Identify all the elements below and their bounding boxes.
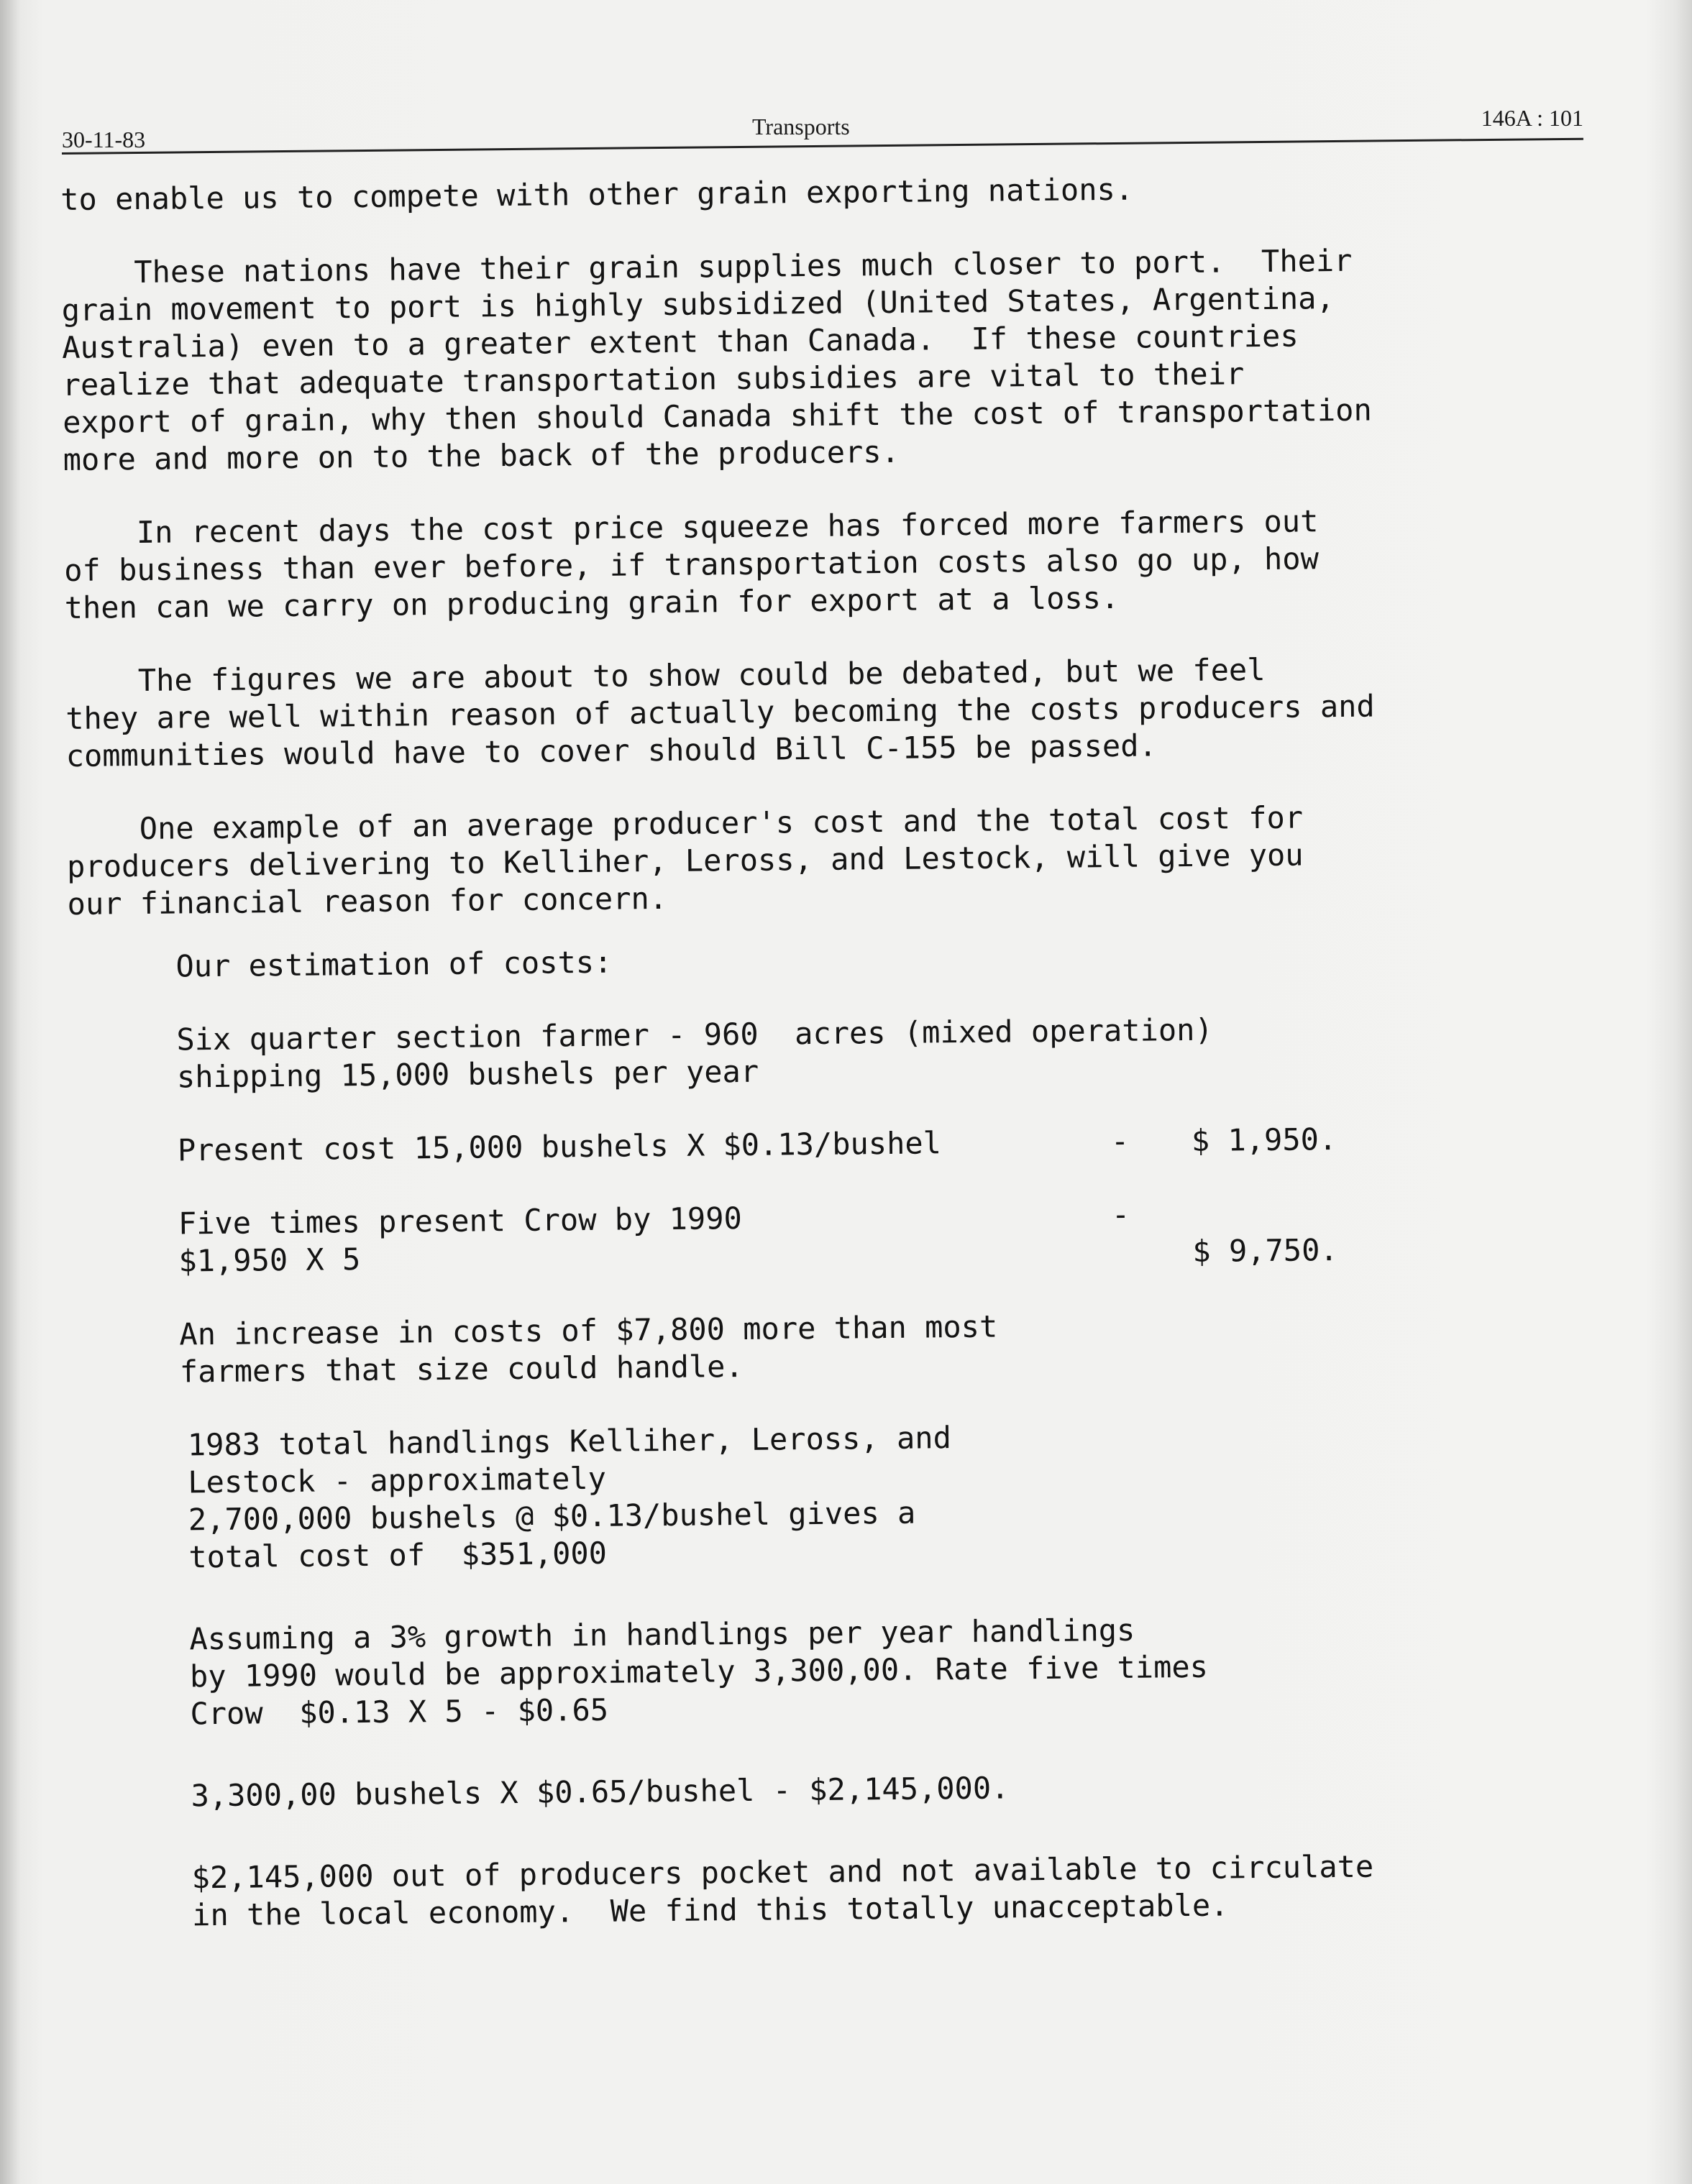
estimation-heading: Our estimation of costs: xyxy=(175,944,613,984)
text-line: then can we carry on producing grain for export at a loss. xyxy=(64,579,1120,625)
text-line: total cost of $351,000 xyxy=(188,1535,608,1575)
five-times-line2: $1,950 X 5 xyxy=(178,1242,361,1279)
text-line: our financial reason for concern. xyxy=(67,880,668,922)
text-line: 2,700,000 bushels @ $0.13/bushel gives a xyxy=(188,1495,916,1538)
five-times-amount: $ 9,750. xyxy=(1192,1232,1338,1269)
text-line: These nations have their grain supplies much closer to port. Their xyxy=(60,242,1353,290)
text-line: farmers that size could handle. xyxy=(179,1348,744,1390)
paragraph-competition xyxy=(61,240,1559,479)
paragraph-figures xyxy=(65,648,1561,775)
text-line: $2,145,000 out of producers pocket and not available to circulate xyxy=(191,1848,1374,1896)
lead-line: to enable us to compete with other grain exporting nations. xyxy=(60,171,1134,217)
document-body xyxy=(60,167,1573,1935)
increase-paragraph xyxy=(71,1303,1568,1392)
header-date: 30-11-83 xyxy=(62,127,146,152)
text-line: producers delivering to Kelliher, Leross, and Lestock, will give you xyxy=(66,837,1304,884)
text-line: shipping 15,000 bushels per year xyxy=(176,1053,759,1095)
text-line: An increase in costs of $7,800 more than most xyxy=(179,1308,998,1352)
text-line: in the local economy. We find this totally unacceptable. xyxy=(191,1887,1229,1933)
header-title: Transports xyxy=(752,114,850,139)
text-line: One example of an average producer's cost and the total cost for xyxy=(66,799,1304,847)
handlings-1983-paragraph xyxy=(73,1413,1570,1577)
text-line: by 1990 would be approximately 3,300,00. Rate five times xyxy=(189,1648,1209,1694)
text-line: export of grain, why then should Canada shift the cost of transportation xyxy=(62,392,1372,440)
text-line: Australia) even to a greater extent than Canada. If these countries xyxy=(61,318,1299,365)
text-line: The figures we are about to show could be debated, but we feel xyxy=(65,651,1266,699)
farm-description xyxy=(68,1008,1565,1097)
present-cost-dash: - xyxy=(1110,1123,1130,1160)
text-line: 1983 total handlings Kelliher, Leross, and xyxy=(187,1420,952,1463)
total-1990-line: 3,300,00 bushels X $0.65/bushel - $2,145,000. xyxy=(191,1770,1010,1814)
five-times-row xyxy=(70,1192,1567,1281)
five-times-line1: Five times present Crow by 1990 xyxy=(178,1200,743,1242)
text-line: Assuming a 3% growth in handlings per year handlings xyxy=(189,1612,1135,1657)
present-cost-label: Present cost 15,000 bushels X $0.13/bushel xyxy=(177,1125,942,1168)
text-line: Crow $0.13 X 5 - $0.65 xyxy=(190,1692,609,1732)
paragraph-cost-squeeze xyxy=(63,500,1560,627)
text-line: communities would have to cover should Bill C-155 be passed. xyxy=(65,728,1158,774)
present-cost-amount: $ 1,950. xyxy=(1191,1121,1337,1158)
text-line: Lestock - approximately xyxy=(188,1460,607,1500)
header-page-number: 146A : 101 xyxy=(1481,105,1583,131)
conclusion-paragraph xyxy=(76,1846,1573,1935)
text-line: more and more on to the back of the producers. xyxy=(63,433,900,477)
text-line: In recent days the cost price squeeze has forced more farmers out xyxy=(63,503,1319,551)
paragraph-example xyxy=(66,797,1563,923)
text-line: they are well within reason of actually becoming the costs producers and xyxy=(65,688,1375,736)
text-line: of business than ever before, if transportation costs also go up, how xyxy=(63,541,1320,588)
five-times-dash: - xyxy=(1111,1196,1130,1233)
text-line: grain movement to port is highly subsidized (United States, Argentina, xyxy=(61,280,1335,328)
text-line: realize that adequate transportation subsidies are vital to their xyxy=(62,356,1245,403)
text-line: Six quarter section farmer - 960 acres (mixed operation) xyxy=(176,1011,1213,1057)
growth-paragraph xyxy=(74,1607,1570,1734)
